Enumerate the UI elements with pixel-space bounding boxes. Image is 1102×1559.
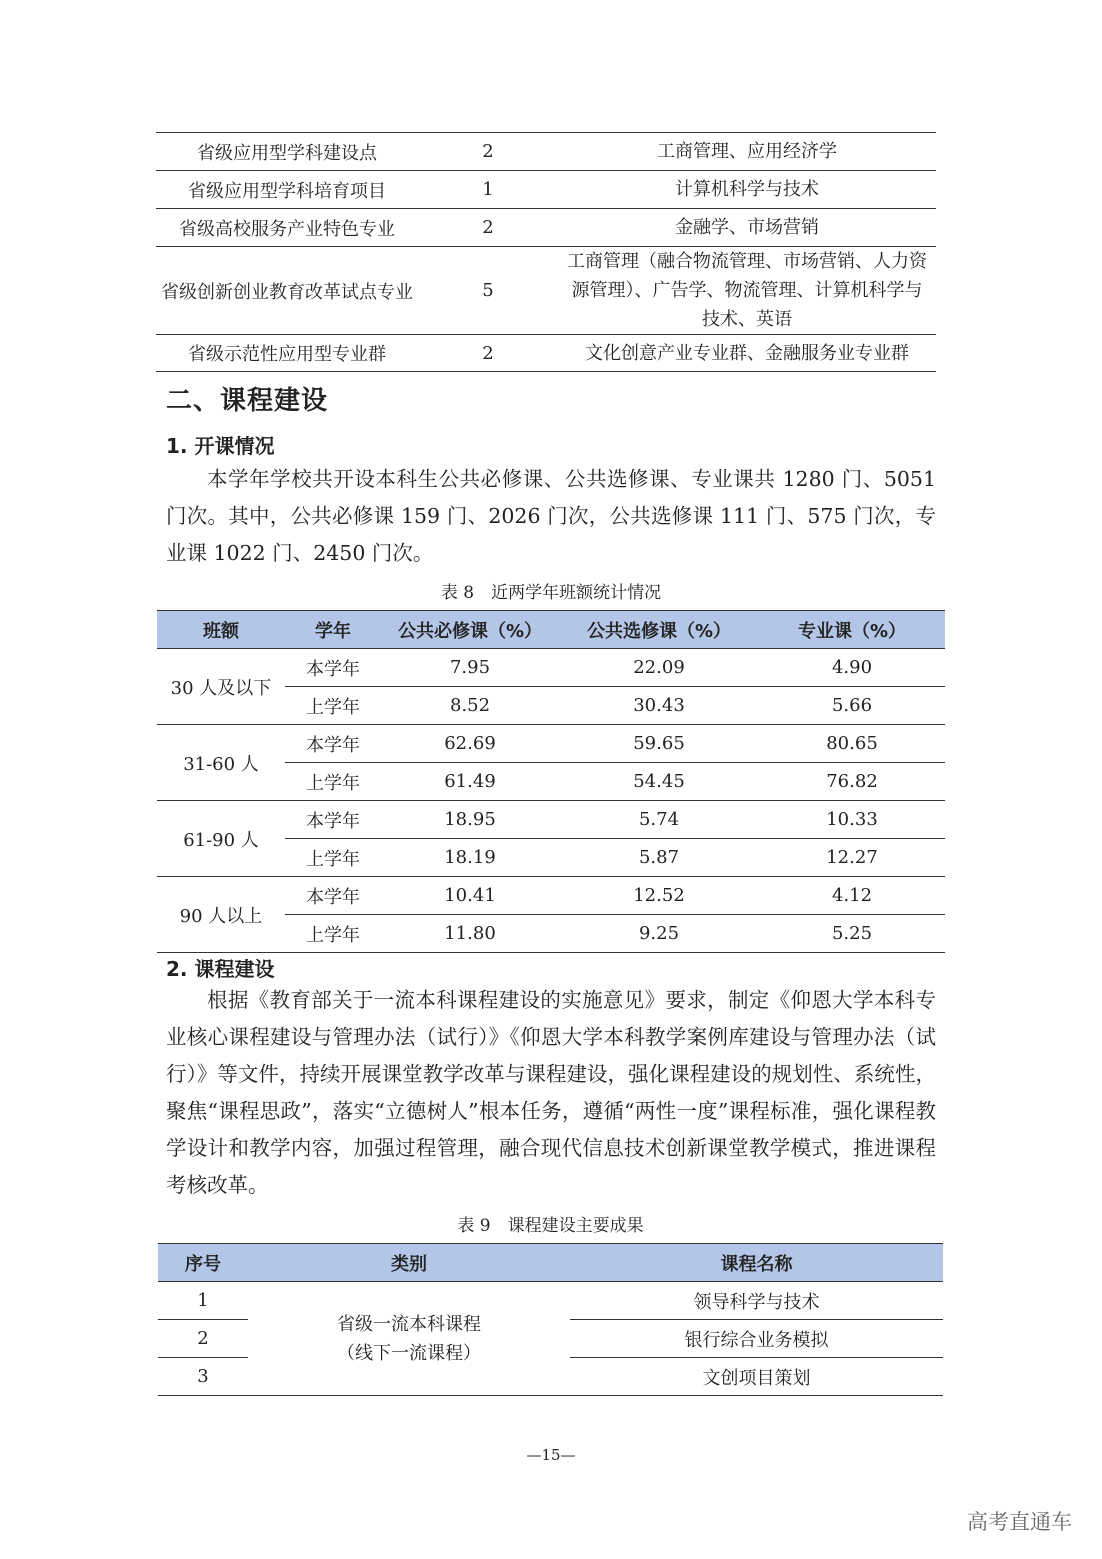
table9-caption: 表 9 课程建设主要成果	[457, 1216, 644, 1236]
table-cell: 3	[158, 1357, 248, 1395]
table-cell: 2	[158, 1319, 248, 1357]
table-row: 本学年 62.69 59.65 80.65	[306, 733, 878, 756]
table-cell: 领导科学与技术	[693, 1291, 820, 1313]
table-row: 省级示范性应用型专业群 2 文化创意产业专业群、金融服务业专业群	[156, 335, 936, 372]
table-row-group: 90 人以上 本学年 10.41 12.52 4.12 上学年 11.80 9.25 5.25	[157, 877, 945, 953]
table-cell: 文创项目策划	[570, 1357, 943, 1395]
table-row: 上学年 18.19 5.87 12.27	[285, 838, 945, 876]
paragraph-course-construction: 根据《教育部关于一流本科课程建设的实施意见》要求，制定《仰恩大学本科专业核心课程建设与管理办法（试行）》《仰恩大学本科教学案例库建设与管理办法（试行）》等文件，持续开展课堂教学改革与课程建设，强化课程建设的规划性、系统性，聚焦“课程思政”，落实“立德树人”根本任务，遵循“两性一度”课程标准，强化课程教学设计和教学内容，加强过程管理，融合现代信息技术创新课堂教学模式，推进课程考核改革。	[166, 988, 936, 1197]
table-row: 上学年 61.49 54.45 76.82	[285, 762, 945, 800]
table-header: 序号 类别 课程名称	[158, 1243, 943, 1282]
table-row: 省级创新创业教育改革试点专业 5 工商管理（融合物流管理、市场营销、人力资 源管理）、广告学、物流管理、计算机科学与 技术、英语	[156, 247, 936, 335]
table-row: 本学年 18.95 5.74 10.33	[306, 809, 878, 832]
table-row: 上学年 11.80 9.25 5.25	[285, 914, 945, 952]
table-cell: 1	[197, 1290, 209, 1311]
table-class-size	[157, 610, 945, 953]
subsection-heading-2: 2. 课程建设	[166, 957, 275, 981]
paragraph-courses-offered: 本学年学校共开设本科生公共必修课、公共选修课、专业课共 1280 门、5051 门次。其中，公共必修课 159 门、2026 门次，公共选修课 111 门、575 门次，专业课 1022 门、2450 门次。	[166, 467, 936, 565]
table-row: 省级应用型学科培育项目 1 计算机科学与技术	[156, 171, 936, 209]
watermark: 高考直通车	[967, 1510, 1072, 1534]
section-heading: 二、课程建设	[166, 386, 329, 416]
table8-caption: 表 8 近两学年班额统计情况	[440, 583, 662, 603]
table-row: 省级应用型学科建设点 2 工商管理、应用经济学	[156, 132, 936, 171]
page-number: —15—	[526, 1446, 576, 1464]
table-row: 本学年 7.95 22.09 4.90	[306, 657, 873, 680]
table-body	[158, 1282, 943, 1396]
table-header: 班额 学年 公共必修课（%） 公共选修课（%） 专业课（%）	[157, 610, 945, 649]
table-row: 上学年 8.52 30.43 5.66	[285, 686, 945, 724]
table-cell-category: 省级一流本科课程 （线下一流课程）	[337, 1313, 481, 1364]
table-row: 本学年 10.41 12.52 4.12	[306, 885, 873, 908]
table-row-group: 31-60 人 本学年 62.69 59.65 80.65 上学年 61.49 54.45 76.82	[157, 725, 945, 801]
table-provincial-projects	[156, 132, 936, 372]
table-row: 省级高校服务产业特色专业 2 金融学、市场营销	[156, 209, 936, 247]
subsection-heading-1: 1. 开课情况	[166, 434, 275, 458]
table-course-results	[158, 1243, 943, 1396]
table-cell: 银行综合业务模拟	[570, 1319, 943, 1357]
table-row-group: 61-90 人 本学年 18.95 5.74 10.33 上学年 18.19 5.87 12.27	[157, 801, 945, 877]
table-row-group: 30 人及以下 本学年 7.95 22.09 4.90 上学年 8.52 30.43 5.66	[157, 649, 945, 725]
